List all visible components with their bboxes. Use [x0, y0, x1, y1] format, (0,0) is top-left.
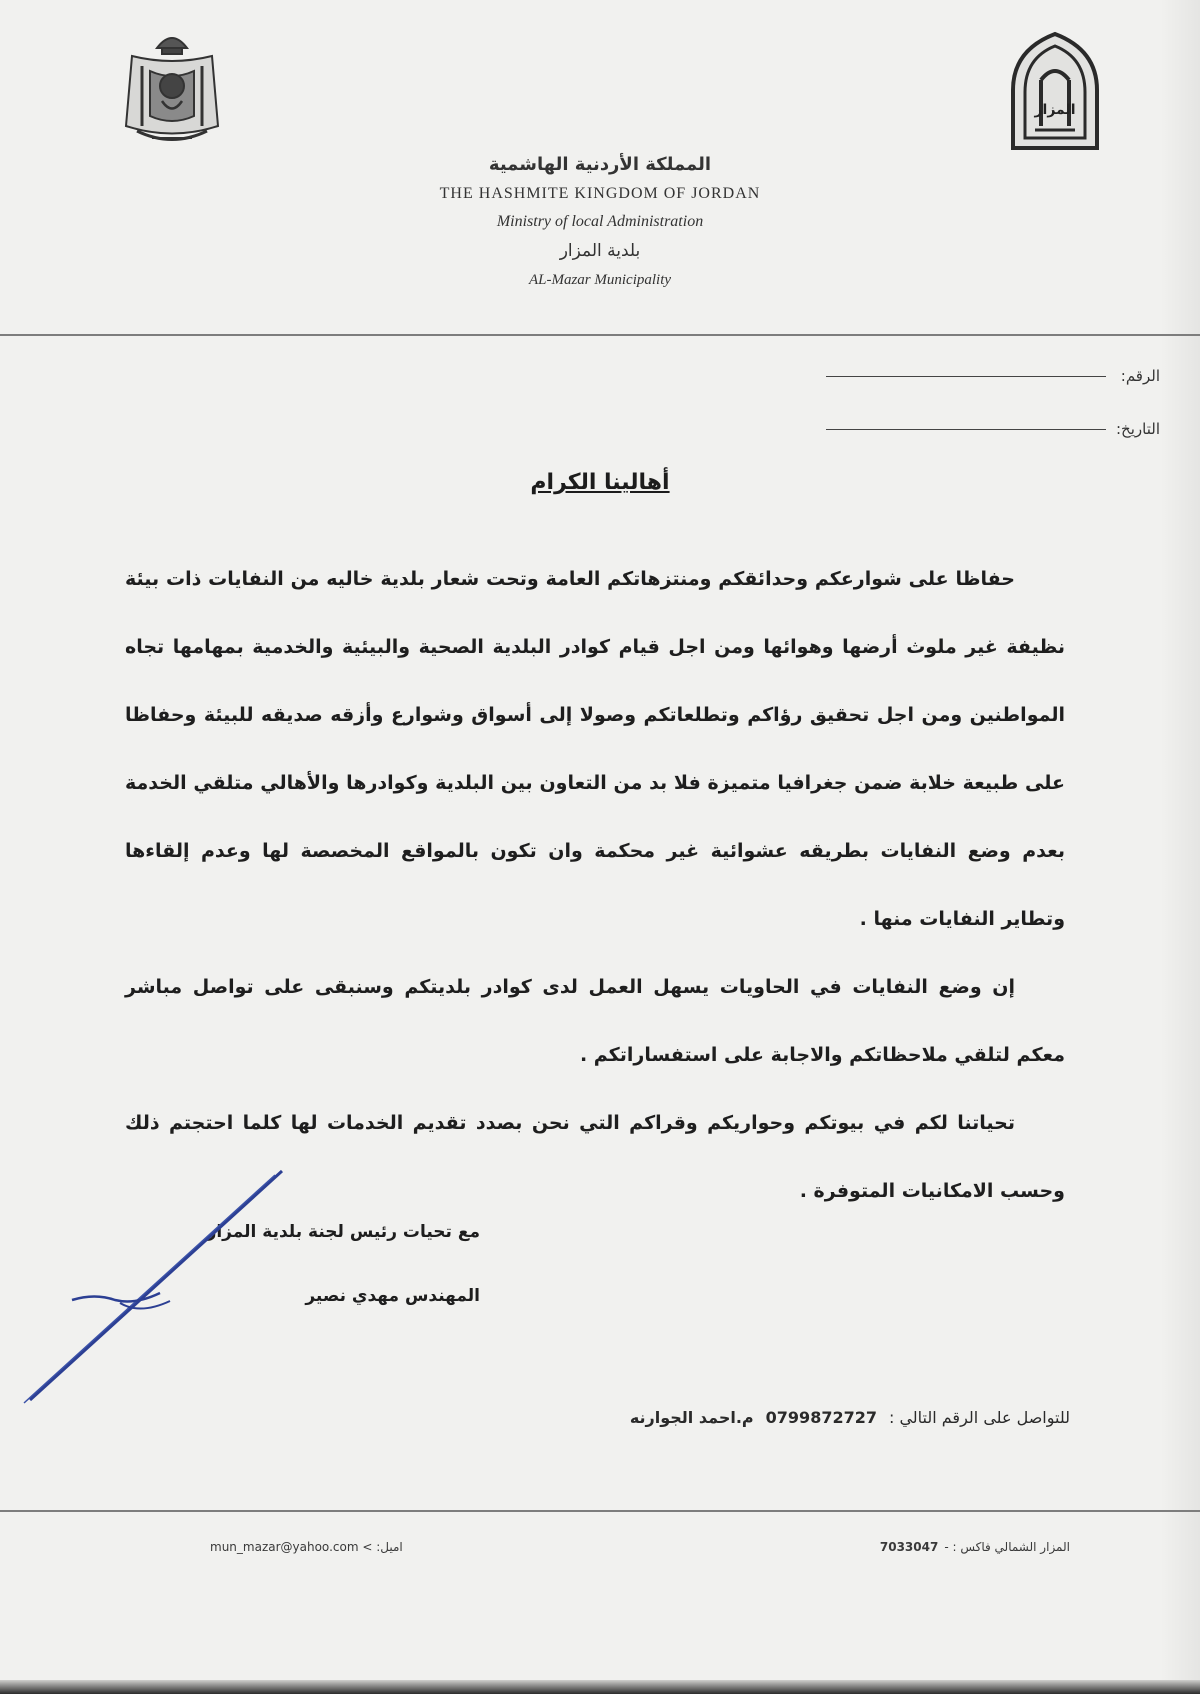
reference-date-row — [760, 420, 1160, 438]
salutation: أهالينا الكرام — [530, 470, 670, 495]
logo-text: المزار — [1034, 102, 1076, 118]
mazar-municipality-logo-icon — [1005, 30, 1105, 155]
signature-greeting: مع تحيات رئيس لجنة بلدية المزار — [206, 1222, 480, 1242]
arabic-kingdom-name: المملكة الأردنية الهاشمية — [488, 154, 712, 175]
handwritten-signature-icon — [20, 1165, 300, 1405]
footer-email — [210, 1540, 403, 1554]
reference-date-line — [826, 429, 1106, 430]
footer-divider — [0, 1510, 1200, 1512]
body-paragraph-1: حفاظا على شوارعكم وحدائقكم ومنتزهاتكم العامة وتحت شعار بلدية خاليه من النفايات ذات بيئة نظيفة غير ملوث أرضها وهوائها ومن اجل قيام كوادر البلدية الصحية والبيئية والخدمية بمهامها تجاه المواطنين ومن اجل تحقيق رؤاكم وتطلعاتكم وصولا إلى أسواق وشوارع وأزقه صديقه للبيئة وحفاظا على طبيعة خلابة ضمن جغرافيا متميزة فلا بد من التعاون بين البلدية وكوادرها والأهالي متلقي الخدمة بعدم وضع النفايات بطريقه عشوائية غير محكمة وان تكون بالمواقع المخصصة لها وعدم إلقاءها وتطاير النفايات منها . — [125, 568, 1065, 930]
footer-email-address: mun_mazar@yahoo.com — [210, 1540, 359, 1554]
footer-email-label: < :اميل — [362, 1540, 403, 1554]
header-divider — [0, 334, 1200, 336]
english-municipality-name: AL-Mazar Municipality — [528, 272, 672, 288]
footer-fax — [880, 1540, 1070, 1554]
english-kingdom-name: THE HASHMITE KINGDOM OF JORDAN — [439, 185, 761, 202]
reference-number-line — [826, 376, 1106, 377]
reference-number-label: الرقم: — [1120, 367, 1160, 385]
ministry-name: Ministry of local Administration — [496, 213, 704, 230]
footer-fax-label: المزار الشمالي فاكس : - — [944, 1540, 1070, 1554]
reference-date-label: التاريخ: — [1116, 420, 1160, 438]
arabic-municipality-name: بلدية المزار — [559, 241, 641, 261]
contact-label: للتواصل على الرقم التالي : — [888, 1408, 1070, 1427]
jordan-coat-of-arms-icon — [112, 26, 232, 156]
contact-line — [630, 1408, 1070, 1427]
letter-body — [125, 545, 1065, 1225]
contact-person: م.احمد الجوارنه — [629, 1408, 754, 1427]
letterhead — [320, 150, 880, 294]
reference-number-row — [760, 367, 1160, 385]
contact-phone: 0799872727 — [765, 1408, 877, 1427]
body-paragraph-2: إن وضع النفايات في الحاويات يسهل العمل لدى كوادر بلديتكم وسنبقى على تواصل مباشر معكم لتلقي ملاحظاتكم والاجابة على استفساراتكم . — [125, 976, 1065, 1066]
signatory-name: المهندس مهدي نصير — [305, 1286, 480, 1306]
footer-fax-number: 7033047 — [879, 1540, 939, 1554]
body-paragraph-3: تحياتنا لكم في بيوتكم وحواريكم وقراكم التي نحن بصدد تقديم الخدمات لها كلما احتجتم ذلك وحسب الامكانيات المتوفرة . — [125, 1112, 1065, 1202]
